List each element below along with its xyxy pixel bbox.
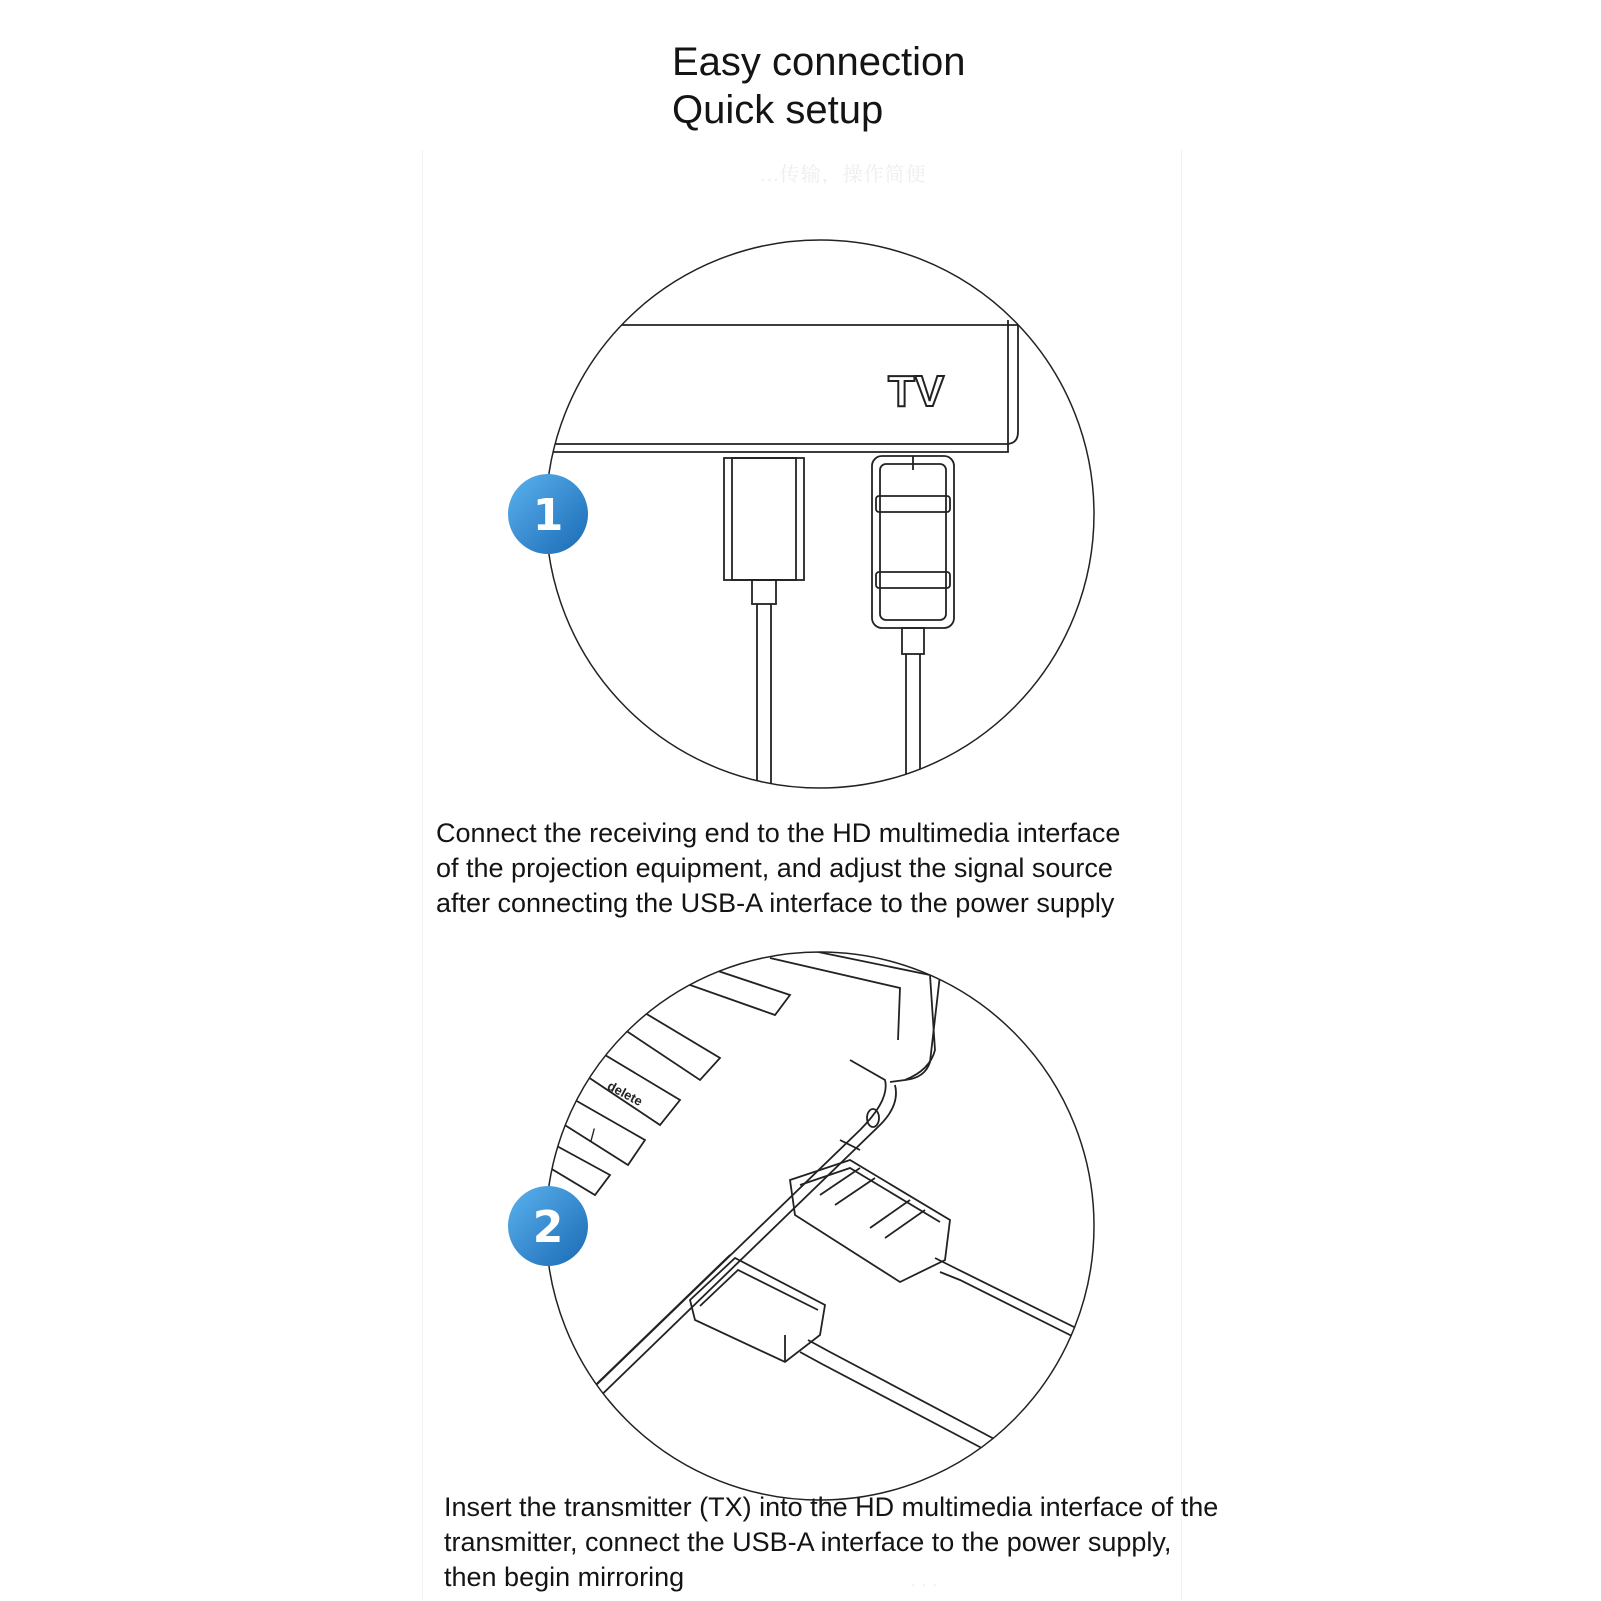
- page-title-line-1: Easy connection: [672, 40, 966, 84]
- faint-footer-text: · · ·: [910, 1574, 938, 1594]
- step-2-badge: [508, 1186, 588, 1266]
- page-title-line-2: Quick setup: [672, 88, 884, 132]
- step-1-description: Connect the receiving end to the HD multimedia interface of the projection equipment, and adjust the signal source after connecting the USB-A interface to the power supply: [436, 818, 1121, 918]
- step-2-number: 2: [532, 1202, 564, 1253]
- faint-subtitle: ...传输，操作简便: [760, 164, 927, 186]
- step-1-badge: [508, 474, 588, 554]
- tv-label: TV: [888, 367, 945, 416]
- step-2-description: Insert the transmitter (TX) into the HD multimedia interface of the transmitter, connect the USB-A interface to the power supply, then begin mirroring: [444, 1492, 1219, 1592]
- step-1-circle-frame: [546, 240, 1094, 788]
- step-1-number: 1: [532, 490, 564, 541]
- slash-key-label: /: [590, 1126, 596, 1146]
- step-2-circle-frame: [546, 952, 1094, 1500]
- delete-key-label: delete: [604, 1078, 646, 1109]
